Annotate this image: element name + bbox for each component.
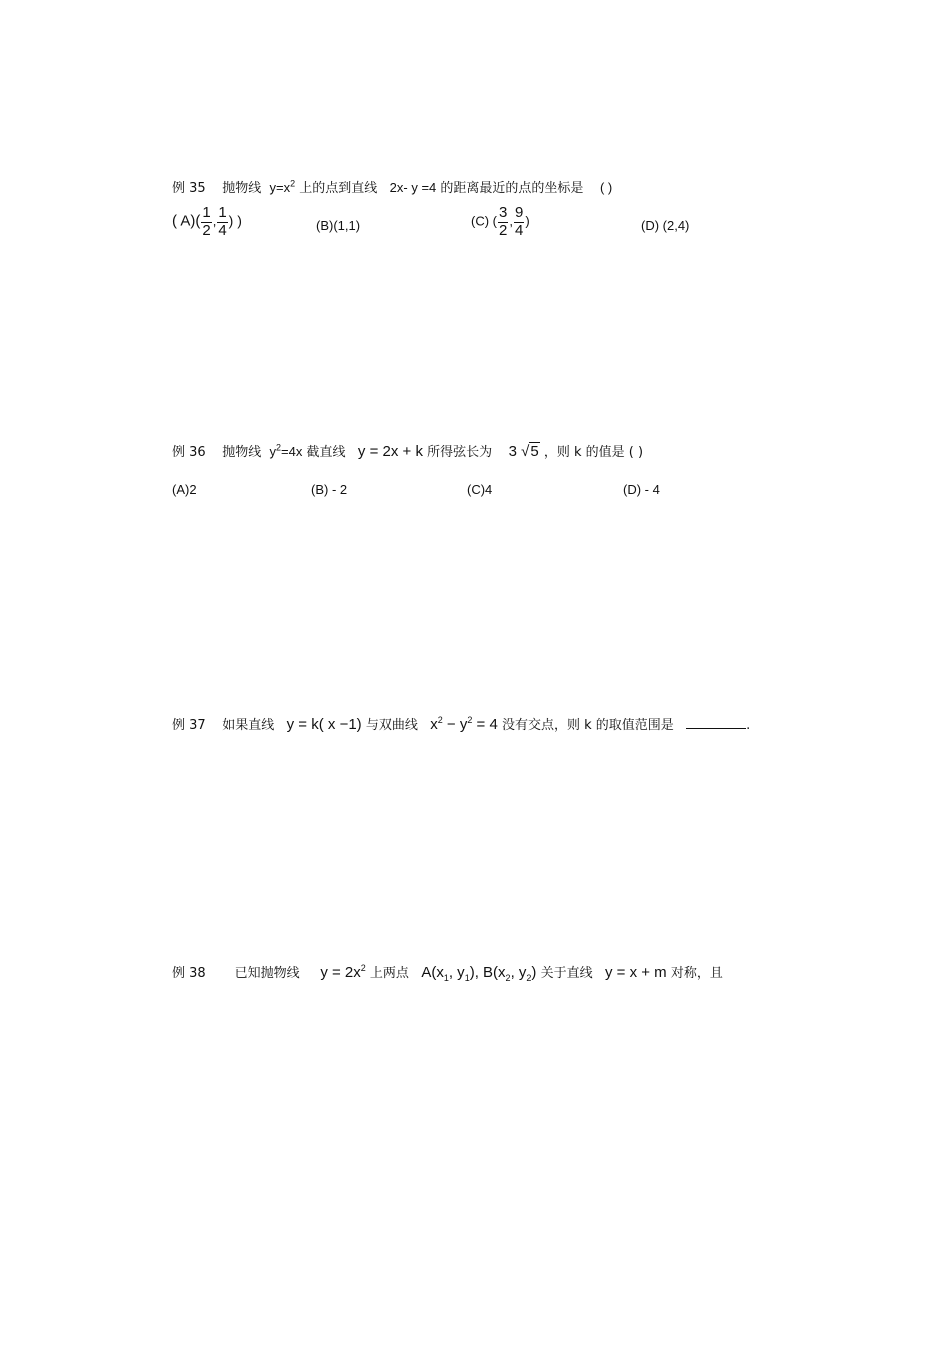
example-35-option-a: ( A)( $\frac{1}{2}$ , $\frac{1}{4}$ ) )	[172, 204, 242, 239]
example-36-option-b: (B) - 2	[311, 482, 348, 497]
math-expression: y = 2x + k	[357, 443, 423, 460]
example-36-option-d: (D) - 4	[623, 482, 660, 497]
question-text: 截直线	[306, 445, 346, 460]
question-text: ，则 k 的值是 ( )	[543, 445, 644, 460]
answer-blank	[686, 728, 746, 729]
example-38-question	[172, 963, 723, 983]
math-expression: y = x + m	[604, 964, 667, 981]
question-text: 没有交点，则 k 的取值范围是	[501, 718, 674, 733]
question-text: 上的点到直线	[299, 181, 378, 196]
example-35-question	[172, 178, 613, 196]
math-expression: $x^2 - y^2 = 4$	[430, 715, 498, 733]
example-label: 例 37	[172, 718, 206, 733]
example-36-option-a: (A)2	[172, 482, 197, 497]
example-label: 例 35	[172, 181, 206, 196]
math-expression: $y = 2x^2$	[320, 963, 366, 981]
question-text: 抛物线	[222, 445, 262, 460]
question-text: 的距离最近的点的坐标是	[440, 181, 584, 196]
question-text: 关于直线	[540, 966, 593, 981]
example-36-question	[172, 444, 643, 459]
question-text: 抛物线	[222, 181, 262, 196]
question-text: 与双曲线	[365, 718, 418, 733]
example-35-option-d: (D) (2,4)	[641, 218, 690, 233]
question-text: 如果直线	[222, 718, 275, 733]
math-expression: y = k( x −1)	[286, 716, 362, 733]
period: .	[746, 718, 751, 733]
example-label: 例 36	[172, 445, 206, 460]
math-expression: $A(x_1$, $y_1$), $B(x_2$, $y_2$)	[421, 964, 537, 983]
example-35-option-b: (B)(1,1)	[316, 218, 361, 233]
question-text: 所得弦长为	[427, 445, 493, 460]
example-37-question	[172, 717, 750, 732]
question-text: 对称，且	[670, 966, 723, 981]
math-expression: 2x- y =4	[389, 180, 437, 195]
answer-paren: ( )	[599, 180, 613, 195]
math-expression: 3 √5	[508, 443, 539, 460]
question-text: 已知抛物线	[234, 966, 300, 981]
math-expression: $y^2=4x$	[269, 442, 303, 459]
example-35-option-c: (C) ( $\frac{3}{2}$ , $\frac{9}{4}$ )	[471, 204, 530, 239]
question-text: 上两点	[369, 966, 409, 981]
example-label: 例 38	[172, 966, 206, 981]
math-expression: $y=x^2$	[269, 178, 296, 195]
example-36-option-c: (C)4	[467, 482, 493, 497]
